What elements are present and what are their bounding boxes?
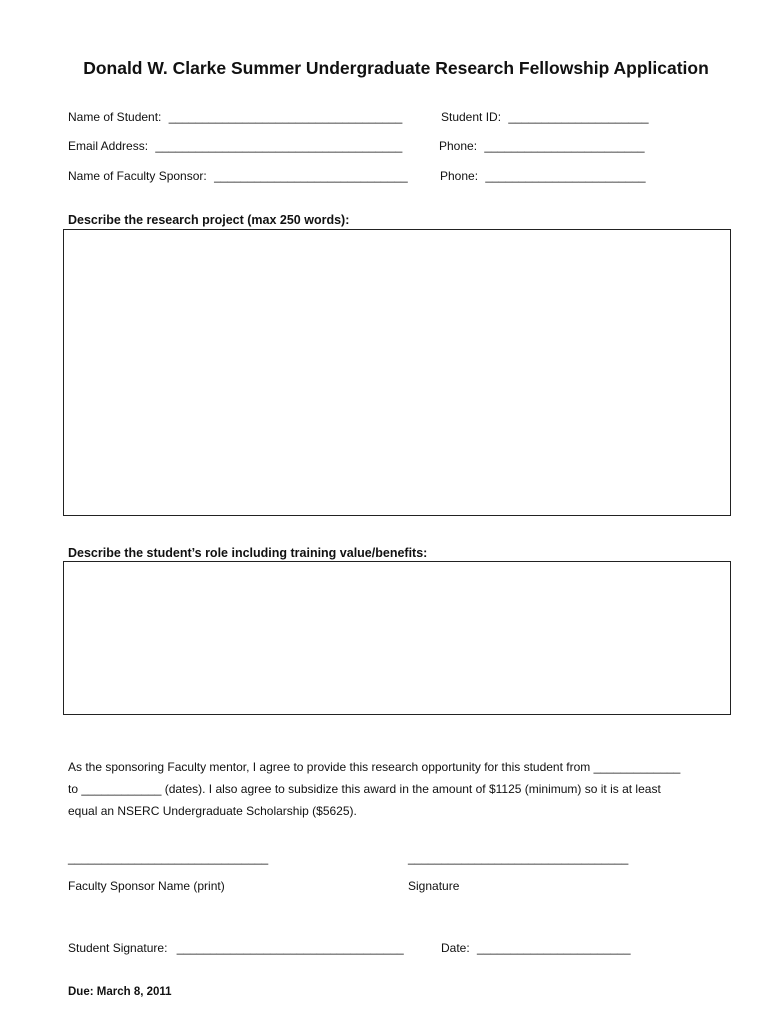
- due-date: Due: March 8, 2011: [68, 986, 172, 998]
- student-signature-line[interactable]: __________________________________: [176, 941, 404, 955]
- sponsor-phone-line[interactable]: ________________________: [485, 169, 646, 183]
- date-label: Date:: [441, 941, 470, 955]
- student-id-line[interactable]: _____________________: [508, 110, 649, 124]
- agreement-line-3: equal an NSERC Undergraduate Scholarship ($5625).: [68, 804, 357, 818]
- student-phone-line[interactable]: ________________________: [484, 139, 645, 153]
- faculty-sponsor-label: Name of Faculty Sponsor:: [68, 169, 207, 183]
- student-signature-label: Student Signature:: [68, 941, 168, 955]
- student-name-field[interactable]: [68, 110, 402, 124]
- research-project-heading: Describe the research project (max 250 words):: [68, 213, 350, 227]
- student-id-label: Student ID:: [441, 110, 502, 124]
- student-signature-field[interactable]: [68, 941, 404, 955]
- sponsor-phone-label: Phone:: [440, 169, 479, 183]
- email-field[interactable]: [68, 139, 402, 153]
- email-label: Email Address:: [68, 139, 149, 153]
- sponsor-signature-line[interactable]: _________________________________: [408, 851, 629, 865]
- date-field[interactable]: [441, 941, 631, 955]
- page-title: Donald W. Clarke Summer Undergraduate Research Fellowship Application: [83, 58, 709, 78]
- sponsor-phone-field[interactable]: [440, 169, 646, 183]
- sponsor-signature-label: Signature: [408, 879, 460, 893]
- student-name-label: Name of Student:: [68, 110, 162, 124]
- research-project-textbox[interactable]: [63, 229, 731, 516]
- sponsor-name-print-line[interactable]: ______________________________: [68, 851, 269, 865]
- email-line[interactable]: _____________________________________: [155, 139, 403, 153]
- agreement-line-2: to ____________ (dates). I also agree to subsidize this award in the amount of $1125 (minimum) so it is at least: [68, 782, 661, 796]
- agreement-line-1: As the sponsoring Faculty mentor, I agree to provide this research opportunity for this student from _____________: [68, 760, 681, 774]
- student-phone-label: Phone:: [439, 139, 478, 153]
- agreement-paragraph: [68, 756, 728, 822]
- student-role-heading: Describe the student’s role including training value/benefits:: [68, 546, 428, 560]
- faculty-sponsor-line[interactable]: _____________________________: [214, 169, 408, 183]
- date-line[interactable]: _______________________: [477, 941, 631, 955]
- student-phone-field[interactable]: [439, 139, 645, 153]
- sponsor-name-print-label: Faculty Sponsor Name (print): [68, 879, 225, 893]
- faculty-sponsor-field[interactable]: [68, 169, 408, 183]
- student-role-textbox[interactable]: [63, 561, 731, 715]
- student-id-field[interactable]: [441, 110, 649, 124]
- student-name-line[interactable]: ___________________________________: [168, 110, 403, 124]
